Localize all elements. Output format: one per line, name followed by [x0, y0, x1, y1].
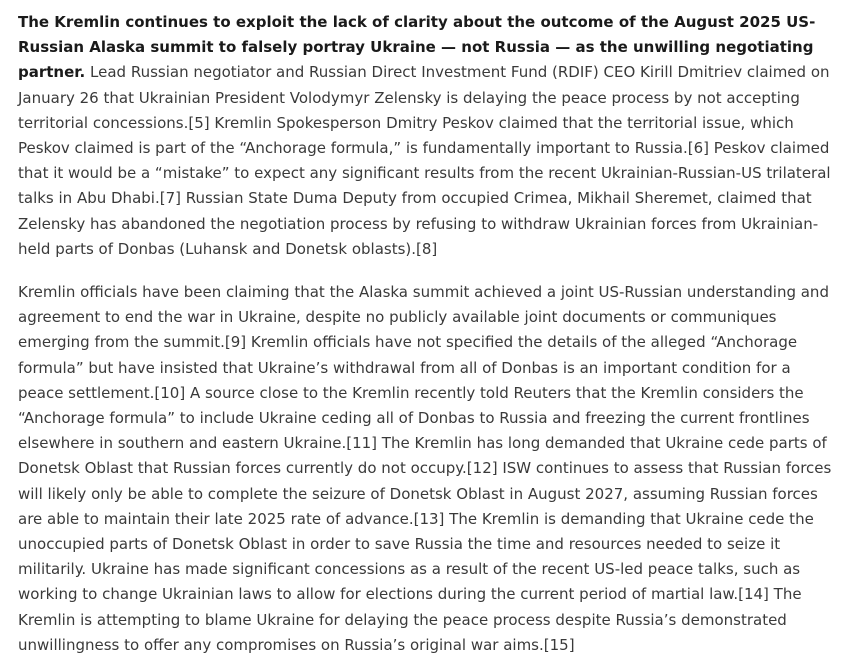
paragraph-1 — [18, 10, 840, 262]
paragraph-2 — [18, 280, 840, 658]
article-body — [18, 10, 840, 658]
paragraph-1-body: Lead Russian negotiator and Russian Direct Investment Fund (RDIF) CEO Kirill Dmitriev claimed on January 26 that Ukrainian President Volodymyr Zelensky is delaying the peace process by not accepting territorial concessions.[5] Kremlin Spokesperson Dmitry Peskov claimed that the territorial issue, which Peskov claimed is part of the “Anchorage formula,” is fundamentally important to Russia.[6] Peskov claimed that it would be a “mistake” to expect any significant results from the recent Ukrainian-Russian-US trilateral talks in Abu Dhabi.[7] Russian State Duma Deputy from occupied Crimea, Mikhail Sheremet, claimed that Zelensky has abandoned the negotiation process by refusing to withdraw Ukrainian forces from Ukrainian-held parts of Donbas (Luhansk and Donetsk oblasts).[8] — [18, 63, 831, 258]
paragraph-2-body: Kremlin officials have been claiming that the Alaska summit achieved a joint US-Russian understanding and agreement to end the war in Ukraine, despite no publicly available joint documents or communiques emerging from the summit.[9] Kremlin officials have not specified the details of the alleged “Anchorage formula” but have insisted that Ukraine’s withdrawal from all of Donbas is an important condition for a peace settlement.[10] A source close to the Kremlin recently told Reuters that the Kremlin considers the “Anchorage formula” to include Ukraine ceding all of Donbas to Russia and freezing the current frontlines elsewhere in southern and eastern Ukraine.[11] The Kremlin has long demanded that Ukraine cede parts of Donetsk Oblast that Russian forces currently do not occupy.[12] ISW continues to assess that Russian forces will likely only be able to complete the seizure of Donetsk Oblast in August 2027, assuming Russian forces are able to maintain their late 2025 rate of advance.[13] The Kremlin is demanding that Ukraine cede the unoccupied parts of Donetsk Oblast in order to save Russia the time and resources needed to seize it militarily. Ukraine has made significant concessions as a result of the recent US-led peace talks, such as working to change Ukrainian laws to allow for elections during the current period of martial law.[14] The Kremlin is attempting to blame Ukraine for delaying the peace process despite Russia’s demonstrated unwillingness to offer any compromises on Russia’s original war aims.[15] — [18, 283, 832, 654]
lead-sentence: The Kremlin continues to exploit the lack of clarity about the outcome of the August 2025 US-Russian Alaska summit to falsely portray Ukraine — not Russia — as the unwilling negotiating partner. — [18, 13, 816, 82]
